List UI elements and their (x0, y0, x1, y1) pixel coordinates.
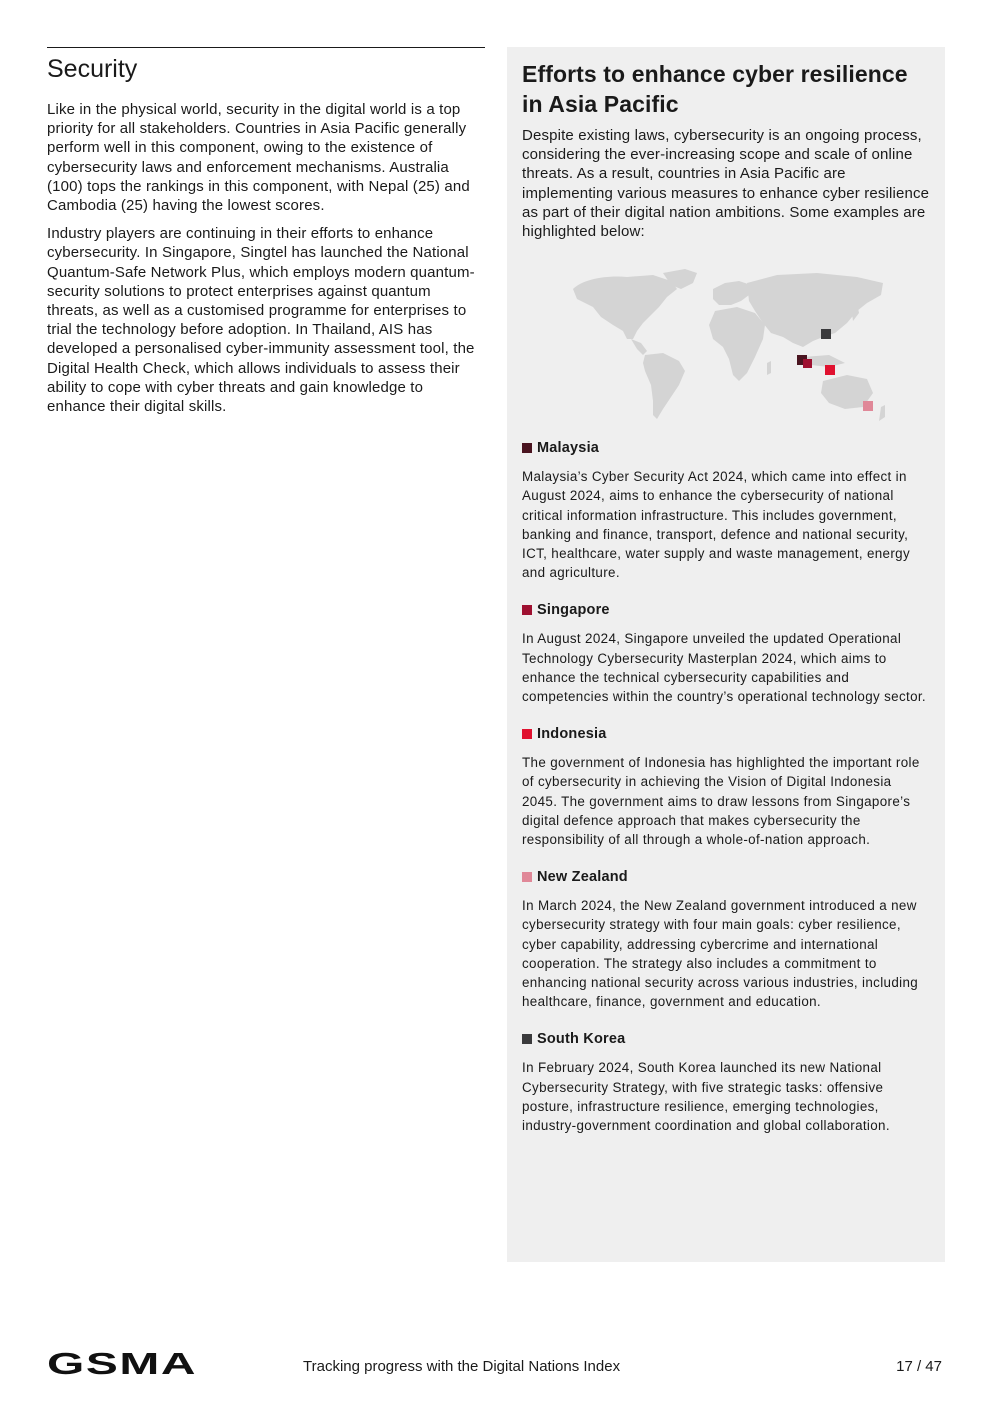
marker-new-zealand (863, 401, 873, 411)
country-name: Indonesia (537, 726, 607, 743)
map-landmass (573, 269, 885, 421)
south-korea-swatch (522, 1034, 532, 1044)
country-singapore (522, 601, 930, 706)
country-malaysia (522, 439, 930, 582)
country-name: New Zealand (537, 869, 628, 886)
security-section (47, 47, 485, 425)
country-name: Singapore (537, 602, 610, 619)
security-paragraph-2: Industry players are continuing in their efforts to enhance cybersecurity. In Singapore, Singtel has launched the National Quantum-Safe Network Plus, which employs modern quantum-security solutions to protect enterprises against quantum threats, as well as a customised programme for enterprises to trial the technology before adoption. In Thailand, AIS has developed a personalised cyber-immunity assessment tool, the Digital Health Check, which allows individuals to assess their ability to cope with cyber threats and gain knowledge to enhance their digital skills. (47, 225, 475, 416)
logo-text: GSMA (47, 1350, 197, 1376)
gsma-logo (47, 1350, 199, 1376)
country-indonesia (522, 725, 930, 849)
marker-indonesia (825, 365, 835, 375)
country-text: Malaysia’s Cyber Security Act 2024, which came into effect in August 2024, aims to enhance the cybersecurity of national critical information infrastructure. This includes government, banking and finance, transport, defence and national security, ICT, healthcare, water supply and waste management, energy and agriculture. (522, 469, 910, 581)
cyber-resilience-box (507, 47, 945, 1262)
country-new-zealand (522, 868, 930, 1011)
country-text: In March 2024, the New Zealand government introduced a new cybersecurity strategy with four main goals: cyber resilience, cyber capability, addressing cybercrime and international cooperation. The strategy also includes a commitment to enhancing national security across various industries, including healthcare, finance, government and education. (522, 898, 919, 1010)
page-footer (47, 1348, 945, 1380)
country-text: In August 2024, Singapore unveiled the updated Operational Technology Cybersecurity Masterplan 2024, which aims to enhance the technical cybersecurity capabilities and competencies within the country’s operational technology sector. (522, 631, 927, 705)
country-south-korea (522, 1030, 930, 1135)
malaysia-swatch (522, 443, 532, 453)
page-number: 17 / 47 (896, 1358, 942, 1375)
country-name: Malaysia (537, 440, 600, 457)
country-text: The government of Indonesia has highlighted the important role of cybersecurity in achieving the Vision of Digital Indonesia 2045. The government aims to draw lessons from Singapore’s digital defence approach that makes cybersecurity the responsibility of all through a whole-of-nation approach. (522, 755, 920, 848)
marker-south-korea (821, 329, 831, 339)
country-text: In February 2024, South Korea launched its new National Cybersecurity Strategy, with five strategic tasks: offensive posture, infrastructure resilience, emerging technologies, industry-government coordination and global collaboration. (522, 1060, 890, 1134)
section-title: Security (47, 55, 138, 83)
security-paragraph-1: Like in the physical world, security in the digital world is a top priority for all stakeholders. Countries in Asia Pacific generally perform well in this component, owing to the existence of cybersecurity laws and enforcement mechanisms. Australia (100) tops the rankings in this component, with Nepal (25) and Cambodia (25) having the lowest scores. (47, 101, 470, 215)
marker-singapore (803, 359, 812, 368)
country-name: South Korea (537, 1031, 626, 1048)
world-map (567, 267, 887, 427)
new-zealand-swatch (522, 872, 532, 882)
footer-title: Tracking progress with the Digital Nations Index (303, 1358, 621, 1375)
section-divider (47, 47, 485, 48)
singapore-swatch (522, 605, 532, 615)
box-intro: Despite existing laws, cybersecurity is an ongoing process, considering the ever-increasing scope and scale of online threats. As a result, countries in Asia Pacific are implementing various measures to enhance cyber resilience as part of their digital nation ambitions. Some examples are highlighted below: (522, 127, 930, 241)
box-title: Efforts to enhance cyber resilience in Asia Pacific (522, 61, 908, 117)
world-map-graphic (567, 267, 887, 427)
indonesia-swatch (522, 729, 532, 739)
